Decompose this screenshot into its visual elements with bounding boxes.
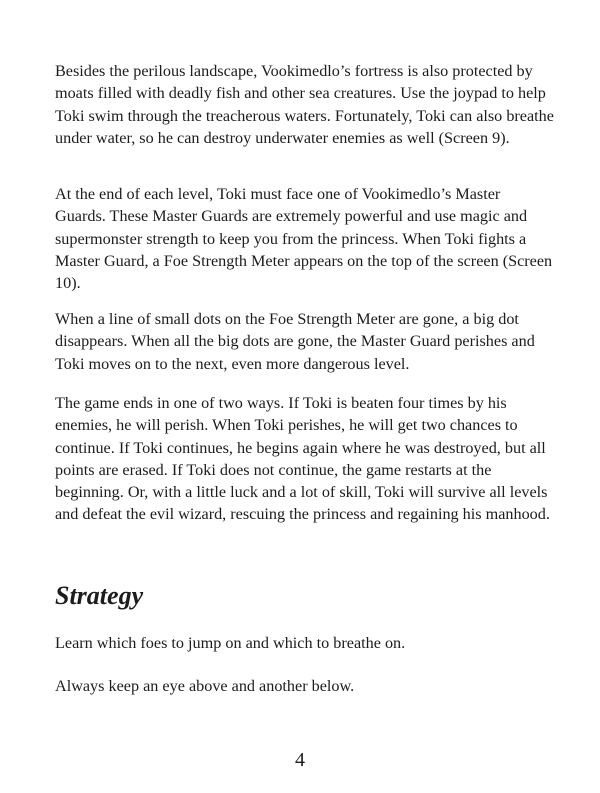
page-number: 4 [295,749,305,771]
strategy-tip-watch: Always keep an eye above and another below. [55,677,355,695]
paragraph-master-guards: At the end of each level, Toki must face one of Vookimedlo’s Master Guards. These Master Guards are extremely powerful and use magic and supermonster strength to keep you from the princess. When Toki fights a Master Guard, a Foe Strength Meter appears on the top of the screen (Screen 10). [55,185,553,293]
paragraph-moats: Besides the perilous landscape, Vookimedlo’s fortress is also protected by moats filled with deadly fish and other sea creatures. Use the joypad to help Toki swim through the treacherous waters. Fortunately, Toki can also breathe under water, so he can destroy underwater enemies as well (Screen 9). [55,62,554,147]
strategy-tip-jump: Learn which foes to jump on and which to breathe on. [55,634,406,652]
strategy-heading: Strategy [55,581,144,610]
paragraph-foe-strength-meter: When a line of small dots on the Foe Strength Meter are gone, a big dot disappears. When all the big dots are gone, the Master Guard perishes and Toki moves on to the next, even more dangerous level. [55,310,535,373]
paragraph-game-end: The game ends in one of two ways. If Toki is beaten four times by his enemies, he will perish. When Toki perishes, he will get two chances to continue. If Toki continues, he begins again where he was destroyed, but all points are erased. If Toki does not continue, the game restarts at the beginning. Or, with a little luck and a lot of skill, Toki will survive all levels and defeat the evil wizard, rescuing the princess and regaining his manhood. [55,394,550,524]
